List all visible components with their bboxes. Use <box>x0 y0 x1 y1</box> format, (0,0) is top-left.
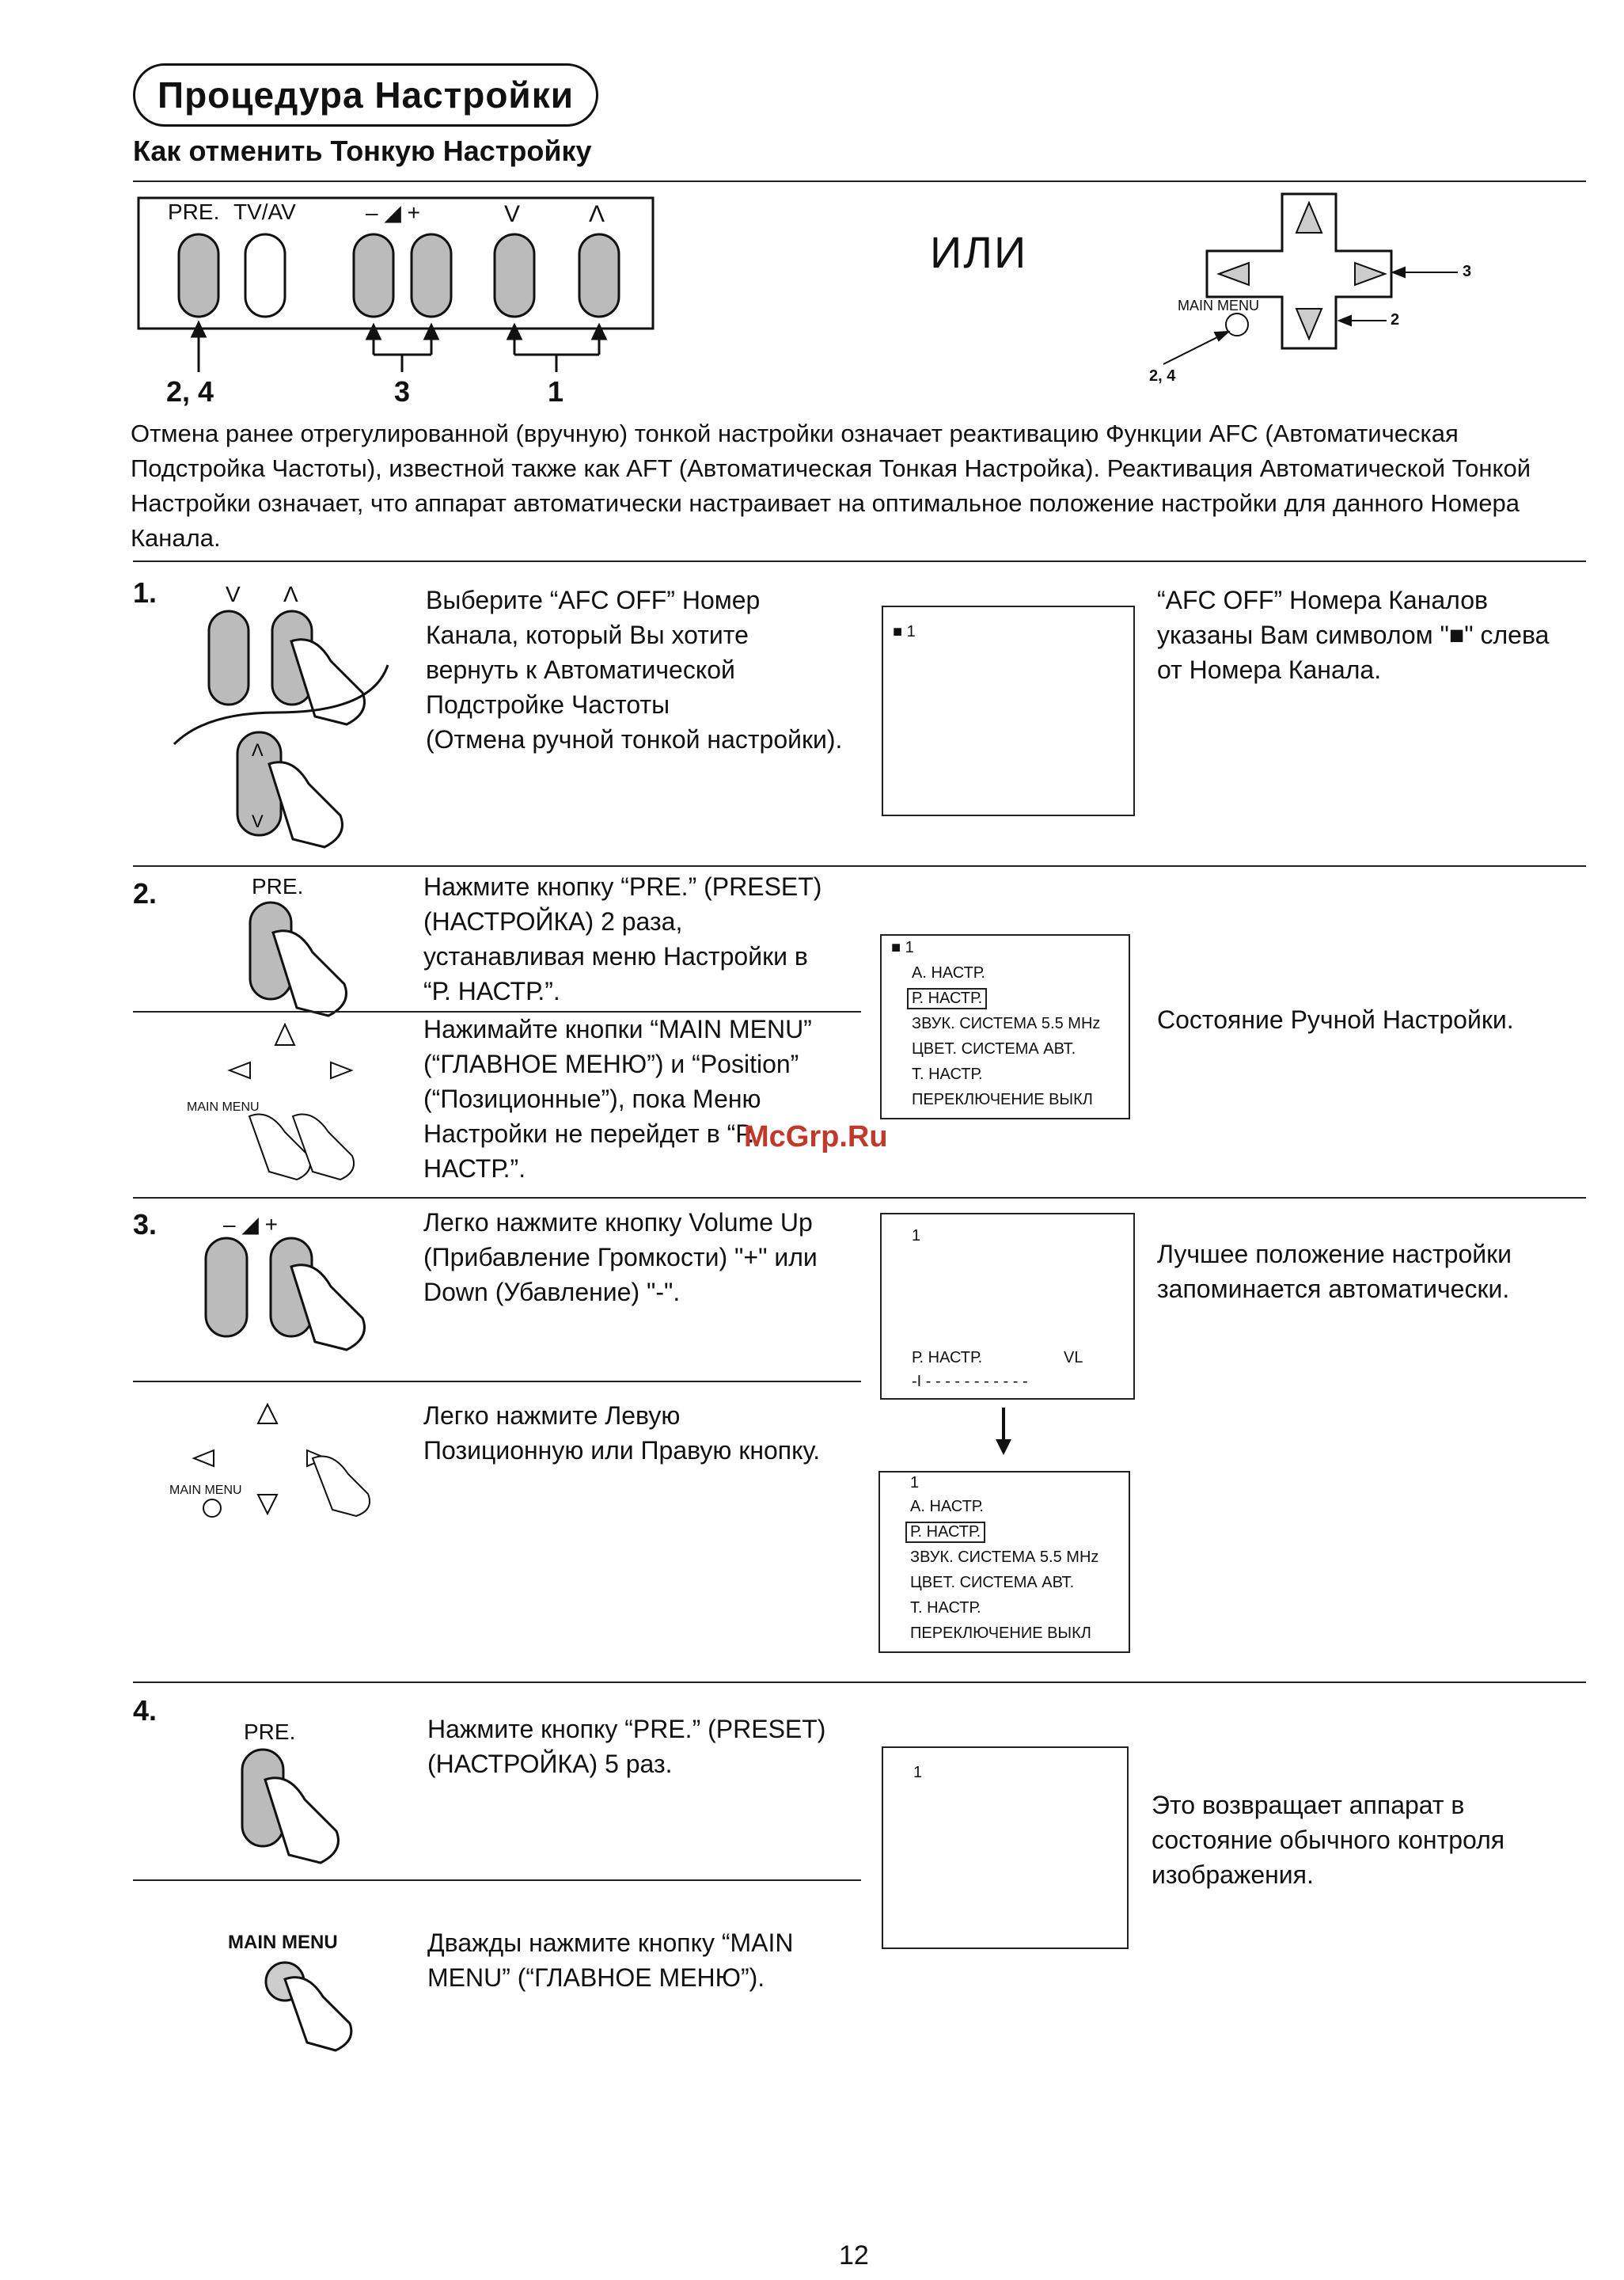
step-1-text <box>426 583 869 757</box>
menu-item: ПЕРЕКЛЮЧЕНИЕ ВЫКЛ <box>912 1091 1093 1108</box>
step-2-label-pre: PRE. <box>252 874 304 899</box>
step-2-text-line: Нажмите кнопку “PRE.” (PRESET) <box>423 872 822 901</box>
menu-item: ЦВЕТ. СИСТЕМА АВТ. <box>910 1574 1075 1591</box>
remark-line: указаны Вам символом "■" слева <box>1157 621 1550 649</box>
step-3-volume-hand-diagram <box>190 1235 443 1362</box>
step-3-tv-screen <box>880 1213 1135 1400</box>
step-2-rule <box>133 1197 1586 1199</box>
step-1-number: 1. <box>133 576 157 609</box>
screen-mode-label: Р. НАСТР. <box>912 1349 983 1366</box>
menu-item-selected: Р. НАСТР. <box>907 988 987 1009</box>
step-2-text-line: (НАСТРОЙКА) 2 раза, <box>423 907 683 936</box>
remark-line: Лучшее положение настройки <box>1157 1240 1512 1268</box>
step-1-text-line: Выберите “AFC OFF” Номер <box>426 586 761 614</box>
svg-text:Λ: Λ <box>252 740 264 760</box>
screen-channel: 1 <box>913 1764 923 1781</box>
step-3-text-line: Легко нажмите кнопку Volume Up <box>423 1208 813 1237</box>
screen-tuning-bar: -I - - - - - - - - - - - <box>912 1373 1028 1390</box>
step-2-text-line: Нажимайте кнопки “MAIN MENU” <box>423 1015 812 1043</box>
remark-line: запоминается автоматически. <box>1157 1275 1510 1303</box>
step-3-label-volume: – ◢ + <box>223 1212 279 1237</box>
main-menu-button-icon <box>1226 314 1248 336</box>
dpad-callout-3: 3 <box>1463 263 1472 280</box>
step-3-number: 3. <box>133 1208 157 1241</box>
remark-line: состояние обычного контроля <box>1152 1826 1505 1854</box>
screen-vl-label: VL <box>1064 1349 1083 1366</box>
menu-item: ■ 1 <box>891 939 914 956</box>
menu-item: ЦВЕТ. СИСТЕМА АВТ. <box>912 1040 1076 1058</box>
dpad-callout-2: 2 <box>1391 311 1400 329</box>
page-title: Процедура Настройки <box>133 63 598 127</box>
step-4-text-line: Нажмите кнопку “PRE.” (PRESET) <box>427 1715 826 1743</box>
step-4-inner-rule <box>133 1879 861 1881</box>
arrow-down-icon <box>988 1408 1019 1463</box>
step-2-text-line: (“Позиционные”), пока Меню <box>423 1085 761 1113</box>
remark-line: изображения. <box>1152 1860 1314 1889</box>
label-tvav: TV/AV <box>233 200 296 224</box>
remark-line: Это возвращает аппарат в <box>1152 1791 1465 1819</box>
label-channel-down: V <box>504 201 521 227</box>
svg-text:V: V <box>252 811 264 831</box>
step-2-text-line: Настройки не перейдет в “Р. <box>423 1119 755 1148</box>
intro-paragraph: Отмена ранее отрегулированной (вручную) тонкой настройки означает реактивацию Функции AFC (Автоматическая Подстройка Частоты), известной также как AFT (Автоматическая Тонкая Настройка). Реактивация Автоматической Тонкой Настройки означает, что аппарат автоматически настраивает на оптимальное положение настройки для данного Номера Канала. <box>131 420 1531 552</box>
menu-item: Т. НАСТР. <box>912 1066 983 1083</box>
dpad-main-menu-label: MAIN MENU <box>1178 298 1259 314</box>
step-2-text-line: “Р. НАСТР.”. <box>423 977 560 1005</box>
or-text: ИЛИ <box>930 227 1028 277</box>
step-1-text-line: (Отмена ручной тонкой настройки). <box>426 725 843 754</box>
step-3-text-line: (Прибавление Громкости) "+" или <box>423 1243 818 1271</box>
step-4-main-menu-hand-diagram <box>261 1959 419 2062</box>
step-2-text-a <box>423 869 867 1009</box>
section-subtitle: Как отменить Тонкую Настройку <box>133 135 592 167</box>
step-3-main-menu-label: MAIN MENU <box>169 1484 242 1497</box>
step-4-number: 4. <box>133 1694 157 1727</box>
menu-item: А. НАСТР. <box>910 1498 984 1515</box>
watermark: McGrp.Ru <box>744 1120 888 1153</box>
menu-item: 1 <box>910 1474 920 1492</box>
step-3-rule <box>133 1682 1586 1683</box>
step-3-dpad-hand-diagram <box>158 1401 396 1560</box>
step-2-text-line: НАСТР.”. <box>423 1154 526 1183</box>
step-2-remark: Состояние Ручной Настройки. <box>1157 1005 1514 1034</box>
remark-line: от Номера Канала. <box>1157 656 1382 684</box>
step-3-remark <box>1157 1237 1600 1306</box>
label-channel-up: Λ <box>589 201 605 227</box>
step-4-text-a <box>427 1712 871 1781</box>
step-4-text-b <box>427 1925 871 1995</box>
step-4-tv-screen <box>882 1746 1129 1949</box>
step-1-label-v: V <box>226 582 241 606</box>
step-4-text-line: (НАСТРОЙКА) 5 раз. <box>427 1750 673 1778</box>
callout-3: 3 <box>394 375 411 408</box>
step-3-text-line: Позиционную или Правую кнопку. <box>423 1436 821 1465</box>
step-3-text-line: Легко нажмите Левую <box>423 1401 681 1430</box>
menu-item: ЗВУК. СИСТЕМА 5.5 MHz <box>910 1548 1099 1566</box>
step-2-text-line: (“ГЛАВНОЕ МЕНЮ”) и “Position” <box>423 1050 799 1078</box>
step-2-number: 2. <box>133 877 157 910</box>
step-3-text-a <box>423 1205 867 1309</box>
step-3-inner-rule <box>133 1381 861 1382</box>
screen-channel: 1 <box>912 1227 921 1244</box>
intro-rule <box>133 560 1586 562</box>
menu-item: ЗВУК. СИСТЕМА 5.5 MHz <box>912 1015 1101 1032</box>
step-1-remark <box>1157 583 1600 687</box>
menu-item: ПЕРЕКЛЮЧЕНИЕ ВЫКЛ <box>910 1624 1091 1642</box>
step-4-remark <box>1152 1788 1595 1892</box>
step-2-text-line: устанавливая меню Настройки в <box>423 942 808 971</box>
step-4-main-menu-label: MAIN MENU <box>228 1932 338 1953</box>
step-4-label-pre: PRE. <box>244 1720 296 1744</box>
step-1-text-line: Канала, который Вы хотите <box>426 621 749 649</box>
step-2-main-menu-label: MAIN MENU <box>187 1100 260 1114</box>
step-1-label-up: Λ <box>283 582 298 606</box>
label-pre: PRE. <box>168 200 220 224</box>
step-4-text-line: Дважды нажмите кнопку “MAIN <box>427 1928 794 1957</box>
label-volume: – ◢ + <box>366 200 421 225</box>
step-2-menu-screen <box>880 934 1130 1119</box>
step-1-tv-screen <box>882 606 1135 816</box>
step-3-menu-screen <box>878 1471 1130 1653</box>
dpad-callout-2-4: 2, 4 <box>1149 367 1176 385</box>
step-1-text-line: Подстройке Частоты <box>426 690 670 719</box>
step-2-text-b <box>423 1012 867 1186</box>
menu-item: Т. НАСТР. <box>910 1599 981 1617</box>
step-1-text-line: вернуть к Автоматической <box>426 656 735 684</box>
callout-1: 1 <box>548 375 564 408</box>
menu-item: А. НАСТР. <box>912 964 985 982</box>
step-4-text-line: MENU” (“ГЛАВНОЕ МЕНЮ”). <box>427 1963 765 1992</box>
step-1-rule <box>133 865 1586 867</box>
remark-line: “AFC OFF” Номера Каналов <box>1157 586 1488 614</box>
step-3-text-b <box>423 1398 867 1468</box>
page-number: 12 <box>839 2240 869 2270</box>
callout-2-4: 2, 4 <box>166 375 214 408</box>
menu-item-selected: Р. НАСТР. <box>905 1522 985 1543</box>
step-3-text-line: Down (Убавление) "-". <box>423 1278 681 1306</box>
screen-channel: ■ 1 <box>893 623 916 640</box>
